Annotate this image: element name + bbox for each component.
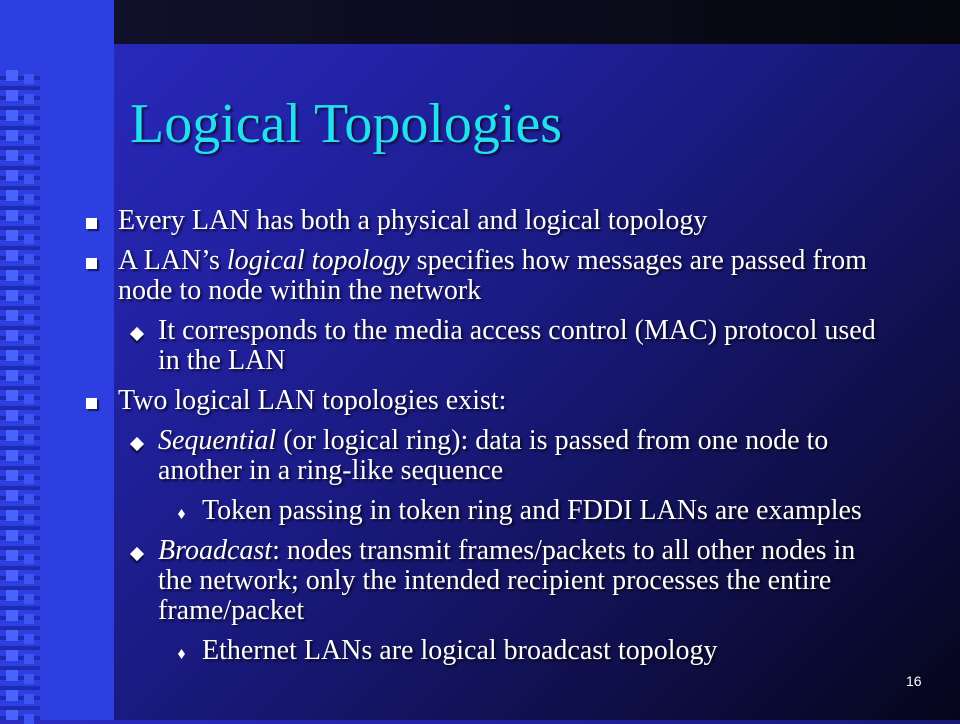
- sub-sub-bullet-text: Token passing in token ring and FDDI LANs are examples: [202, 495, 862, 526]
- emphasis-text: Sequential: [158, 425, 277, 456]
- small-diamond-bullet-icon: [176, 636, 185, 666]
- bullet-text: Every LAN has both a physical and logical topology: [118, 205, 708, 236]
- small-diamond-bullet-icon: [176, 496, 185, 526]
- decorative-square-pattern: [0, 70, 40, 720]
- sub-sub-bullet-item-3-2-1: [84, 636, 884, 666]
- sub-sub-bullet-item-3-1-1: [84, 496, 884, 526]
- bullet-text-start: A LAN’s: [118, 245, 227, 276]
- bullet-item-3: [84, 386, 884, 416]
- square-bullet-icon: [86, 206, 97, 236]
- square-bullet-icon: [86, 386, 97, 416]
- slide-number: 16: [906, 673, 922, 689]
- bullet-item-2: [84, 246, 884, 306]
- emphasis-text: Broadcast: [158, 535, 273, 566]
- diamond-bullet-icon: [130, 426, 142, 456]
- slide-title: Logical Topologies: [130, 93, 563, 155]
- diamond-bullet-icon: [130, 536, 142, 566]
- sub-bullet-item-2-1: [84, 316, 884, 376]
- emphasis-text: logical topology: [226, 245, 410, 276]
- sub-bullet-text: (or logical ring): data is passed from one node to another in a ring-like sequence: [158, 425, 829, 486]
- diamond-bullet-icon: [130, 316, 142, 346]
- square-bullet-icon: [86, 246, 97, 276]
- decorative-top-bar: [114, 0, 960, 44]
- sub-bullet-item-3-1: [84, 426, 884, 486]
- sub-bullet-text: : nodes transmit frames/packets to all other nodes in the network; only the intended recipient processes the entire frame/packet: [158, 535, 856, 626]
- sub-bullet-item-3-2: [84, 536, 884, 626]
- sub-bullet-text: It corresponds to the media access control (MAC) protocol used in the LAN: [158, 315, 876, 376]
- bullet-text: Two logical LAN topologies exist:: [118, 385, 507, 416]
- sub-sub-bullet-text: Ethernet LANs are logical broadcast topology: [202, 635, 718, 666]
- bullet-item-1: [84, 206, 884, 236]
- bullet-text-end: specifies how messages are passed from node to node within the network: [118, 245, 867, 306]
- slide-body: [84, 206, 884, 676]
